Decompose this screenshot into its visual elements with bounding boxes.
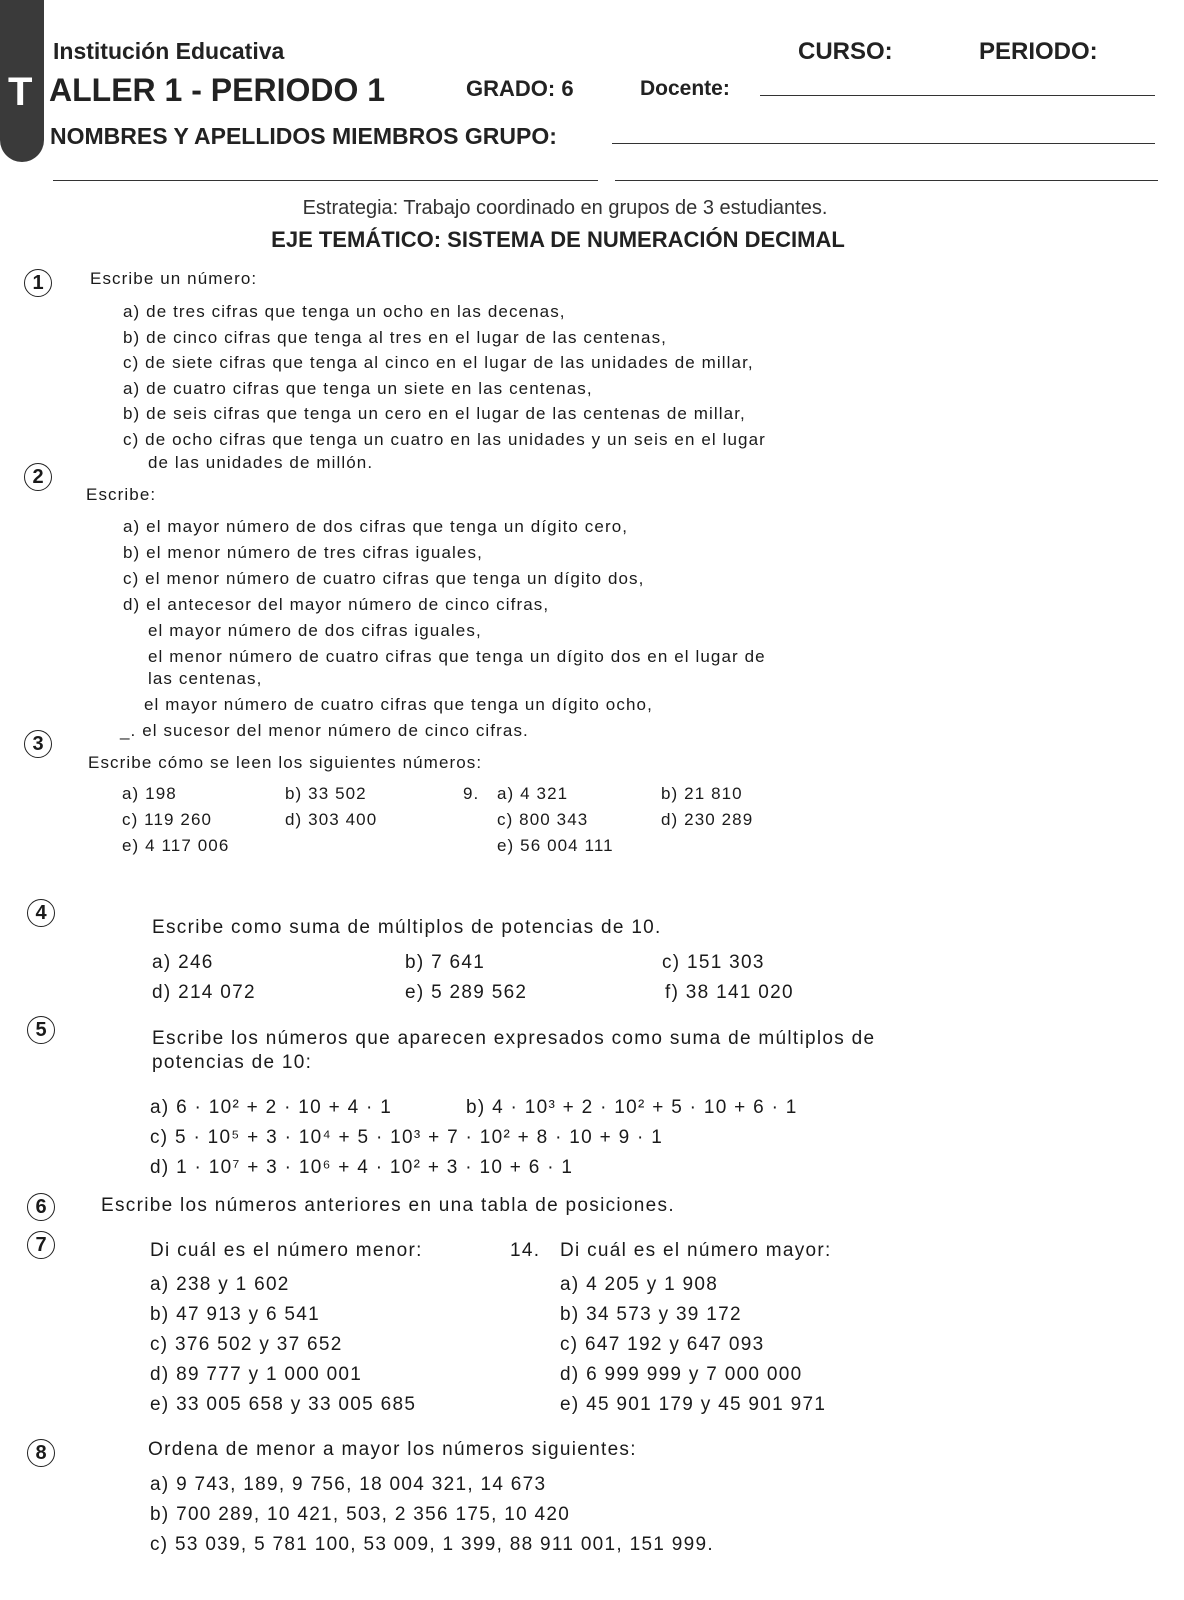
- list-item: a) 4 205 y 1 908: [560, 1274, 719, 1295]
- list-item: b) 33 502: [285, 784, 367, 803]
- list-item: d) el antecesor del mayor número de cinco cifras,: [123, 595, 550, 614]
- list-item: c) 376 502 y 37 652: [150, 1334, 343, 1355]
- list-item: b) 21 810: [661, 784, 743, 803]
- docente-line[interactable]: [760, 95, 1155, 96]
- exercise-5-title-cont: potencias de 10:: [152, 1052, 313, 1073]
- sub-exercise-number: 14.: [510, 1240, 541, 1261]
- sub-exercise-number: 9.: [463, 784, 480, 803]
- exercise-6-title: Escribe los números anteriores en una tabla de posiciones.: [101, 1195, 675, 1216]
- list-item: b) el menor número de tres cifras iguales,: [123, 543, 483, 562]
- list-item: c) 53 039, 5 781 100, 53 009, 1 399, 88 911 001, 151 999.: [150, 1534, 714, 1555]
- worksheet-title: ALLER 1 - PERIODO 1: [49, 72, 386, 108]
- exercise-3-title: Escribe cómo se leen los siguientes números:: [88, 753, 483, 772]
- exercise-8-title: Ordena de menor a mayor los números siguientes:: [148, 1439, 637, 1460]
- grado-label: GRADO: 6: [466, 76, 574, 101]
- list-item: a) el mayor número de dos cifras que tenga un dígito cero,: [123, 517, 629, 536]
- list-item: a) 9 743, 189, 9 756, 18 004 321, 14 673: [150, 1474, 547, 1495]
- list-item: e) 45 901 179 y 45 901 971: [560, 1394, 827, 1415]
- list-item: b) de cinco cifras que tenga al tres en el lugar de las centenas,: [123, 328, 668, 347]
- nombres-line-2[interactable]: [53, 180, 598, 181]
- list-item: b) 4 · 10³ + 2 · 10² + 5 · 10 + 6 · 1: [466, 1097, 798, 1118]
- list-item: e) 4 117 006: [122, 836, 230, 855]
- list-item: a) 246: [152, 952, 214, 973]
- list-item: c) el menor número de cuatro cifras que tenga un dígito dos,: [123, 569, 645, 588]
- exercise-number-8: 8: [27, 1439, 55, 1467]
- list-item: b) de seis cifras que tenga un cero en el lugar de las centenas de millar,: [123, 404, 746, 423]
- list-item: d) 89 777 y 1 000 001: [150, 1364, 363, 1385]
- exercise-number-2: 2: [24, 463, 52, 491]
- nombres-line-3[interactable]: [615, 180, 1158, 181]
- list-item: d) 214 072: [152, 982, 256, 1003]
- list-item: el mayor número de dos cifras iguales,: [148, 621, 482, 640]
- list-item: e) 5 289 562: [405, 982, 528, 1003]
- exercise-number-1: 1: [24, 269, 52, 297]
- list-item: c) 800 343: [497, 810, 589, 829]
- list-item: a) 4 321: [497, 784, 569, 803]
- nombres-line[interactable]: [612, 143, 1155, 144]
- list-item: las centenas,: [148, 669, 263, 688]
- list-item: e) 56 004 111: [497, 836, 614, 855]
- list-item: el mayor número de cuatro cifras que tenga un dígito ocho,: [144, 695, 653, 714]
- list-item: el menor número de cuatro cifras que tenga un dígito dos en el lugar de: [148, 647, 766, 666]
- list-item: c) 119 260: [122, 810, 213, 829]
- header-tab: [0, 0, 44, 162]
- exercise-7-title-left: Di cuál es el número menor:: [150, 1240, 423, 1261]
- list-item: c) 151 303: [662, 952, 765, 973]
- list-item: a) 6 · 10² + 2 · 10 + 4 · 1: [150, 1097, 393, 1118]
- list-item: c) 5 · 10⁵ + 3 · 10⁴ + 5 · 10³ + 7 · 10² + 8 · 10 + 9 · 1: [150, 1127, 664, 1148]
- list-item: a) 198: [122, 784, 177, 803]
- list-item: de las unidades de millón.: [148, 453, 374, 472]
- exercise-number-4: 4: [27, 899, 55, 927]
- nombres-label: NOMBRES Y APELLIDOS MIEMBROS GRUPO:: [50, 123, 557, 149]
- docente-label: Docente:: [640, 77, 730, 100]
- exercise-5-title: Escribe los números que aparecen expresados como suma de múltiplos de: [152, 1028, 876, 1049]
- list-item: a) de tres cifras que tenga un ocho en las decenas,: [123, 302, 566, 321]
- periodo-label: PERIODO:: [979, 38, 1098, 65]
- list-item: c) 647 192 y 647 093: [560, 1334, 765, 1355]
- exercise-number-3: 3: [24, 730, 52, 758]
- list-item: b) 700 289, 10 421, 503, 2 356 175, 10 420: [150, 1504, 571, 1525]
- exercise-1-title: Escribe un número:: [90, 269, 258, 288]
- list-item: d) 230 289: [661, 810, 754, 829]
- thematic-axis: EJE TEMÁTICO: SISTEMA DE NUMERACIÓN DECIMAL: [271, 227, 845, 252]
- exercise-2-title: Escribe:: [86, 485, 157, 504]
- list-item: a) de cuatro cifras que tenga un siete en las centenas,: [123, 379, 593, 398]
- tab-letter: T: [8, 70, 33, 114]
- list-item: _. el sucesor del menor número de cinco cifras.: [120, 721, 529, 740]
- list-item: d) 1 · 10⁷ + 3 · 10⁶ + 4 · 10² + 3 · 10 + 6 · 1: [150, 1157, 574, 1178]
- list-item: e) 33 005 658 y 33 005 685: [150, 1394, 417, 1415]
- exercise-number-5: 5: [27, 1016, 55, 1044]
- institution-label: Institución Educativa: [53, 38, 285, 64]
- list-item: c) de ocho cifras que tenga un cuatro en las unidades y un seis en el lugar: [123, 430, 766, 449]
- exercise-4-title: Escribe como suma de múltiplos de potencias de 10.: [152, 917, 662, 938]
- list-item: b) 34 573 y 39 172: [560, 1304, 742, 1325]
- list-item: b) 47 913 y 6 541: [150, 1304, 320, 1325]
- list-item: b) 7 641: [405, 952, 486, 973]
- exercise-7-title-right: Di cuál es el número mayor:: [560, 1240, 832, 1261]
- list-item: d) 303 400: [285, 810, 378, 829]
- exercise-number-7: 7: [27, 1231, 55, 1259]
- exercise-number-6: 6: [27, 1193, 55, 1221]
- list-item: f) 38 141 020: [665, 982, 794, 1003]
- curso-label: CURSO:: [798, 38, 893, 65]
- list-item: d) 6 999 999 y 7 000 000: [560, 1364, 803, 1385]
- list-item: a) 238 y 1 602: [150, 1274, 290, 1295]
- list-item: c) de siete cifras que tenga al cinco en el lugar de las unidades de millar,: [123, 353, 754, 372]
- strategy-text: Estrategia: Trabajo coordinado en grupos de 3 estudiantes.: [302, 197, 828, 219]
